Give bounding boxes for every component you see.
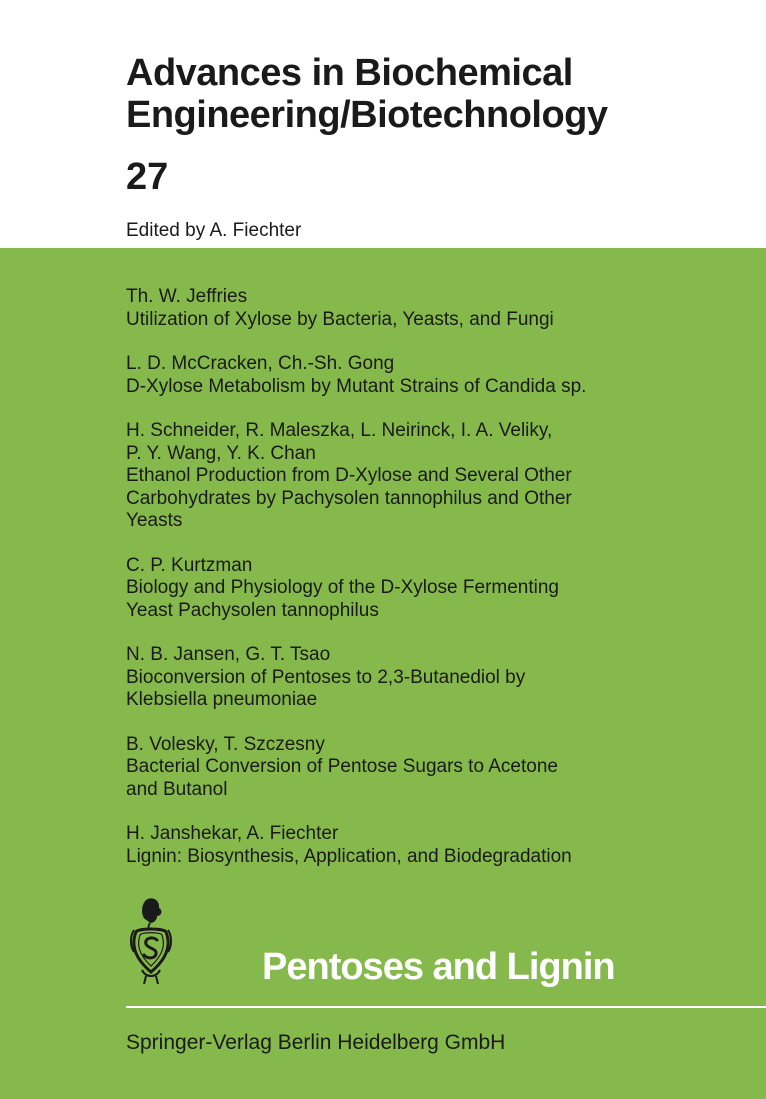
- contents-entry: [126, 353, 746, 398]
- entry-title: D-Xylose Metabolism by Mutant Strains of Candida sp.: [126, 375, 587, 397]
- entry-title: Carbohydrates by Pachysolen tannophilus and Other: [126, 487, 572, 509]
- entry-title: Bacterial Conversion of Pentose Sugars to Acetone: [126, 756, 558, 777]
- entry-authors: H. Schneider, R. Maleszka, L. Neirinck, I. A. Veliky,: [126, 420, 553, 441]
- table-of-contents: [126, 286, 746, 890]
- entry-authors: H. Janshekar, A. Fiechter: [126, 823, 339, 844]
- contents-entry: [126, 734, 746, 802]
- entry-title: Utilization of Xylose by Bacteria, Yeasts, and Fungi: [126, 308, 554, 330]
- entry-authors: N. B. Jansen, G. T. Tsao: [126, 644, 331, 665]
- contents-entry: [126, 823, 746, 868]
- entry-title: Klebsiella pneumoniae: [126, 689, 318, 710]
- entry-title: Yeast Pachysolen tannophilus: [126, 599, 379, 621]
- series-title-line-2: Engineering/Biotechnology: [126, 94, 608, 136]
- contents-entry: [126, 555, 746, 623]
- series-title: [126, 52, 746, 136]
- entry-title: and Butanol: [126, 778, 228, 800]
- entry-authors: P. Y. Wang, Y. K. Chan: [126, 442, 316, 464]
- entry-title: Yeasts: [126, 510, 183, 531]
- entry-authors: C. P. Kurtzman: [126, 554, 253, 576]
- entry-title: Lignin: Biosynthesis, Application, and Biodegradation: [126, 845, 572, 867]
- contents-entry: [126, 644, 746, 712]
- editor-line: Edited by A. Fiechter: [126, 220, 302, 241]
- entry-title: Ethanol Production from D-Xylose and Several Other: [126, 465, 572, 486]
- springer-knight-logo-icon: [126, 896, 176, 986]
- divider-rule: [126, 1006, 766, 1008]
- cover-header: [0, 0, 766, 248]
- volume-number: 27: [126, 156, 169, 198]
- contents-entry: [126, 420, 746, 533]
- entry-authors: L. D. McCracken, Ch.-Sh. Gong: [126, 353, 395, 374]
- entry-authors: B. Volesky, T. Szczesny: [126, 733, 325, 755]
- series-title-line-1: Advances in Biochemical: [126, 52, 573, 94]
- entry-title: Bioconversion of Pentoses to 2,3-Butanediol by: [126, 666, 526, 688]
- entry-title: Biology and Physiology of the D-Xylose Fermenting: [126, 577, 560, 598]
- volume-title: Pentoses and Lignin: [262, 946, 615, 988]
- publisher: Springer-Verlag Berlin Heidelberg GmbH: [126, 1031, 506, 1054]
- entry-authors: Th. W. Jeffries: [126, 286, 248, 307]
- contents-entry: [126, 286, 746, 331]
